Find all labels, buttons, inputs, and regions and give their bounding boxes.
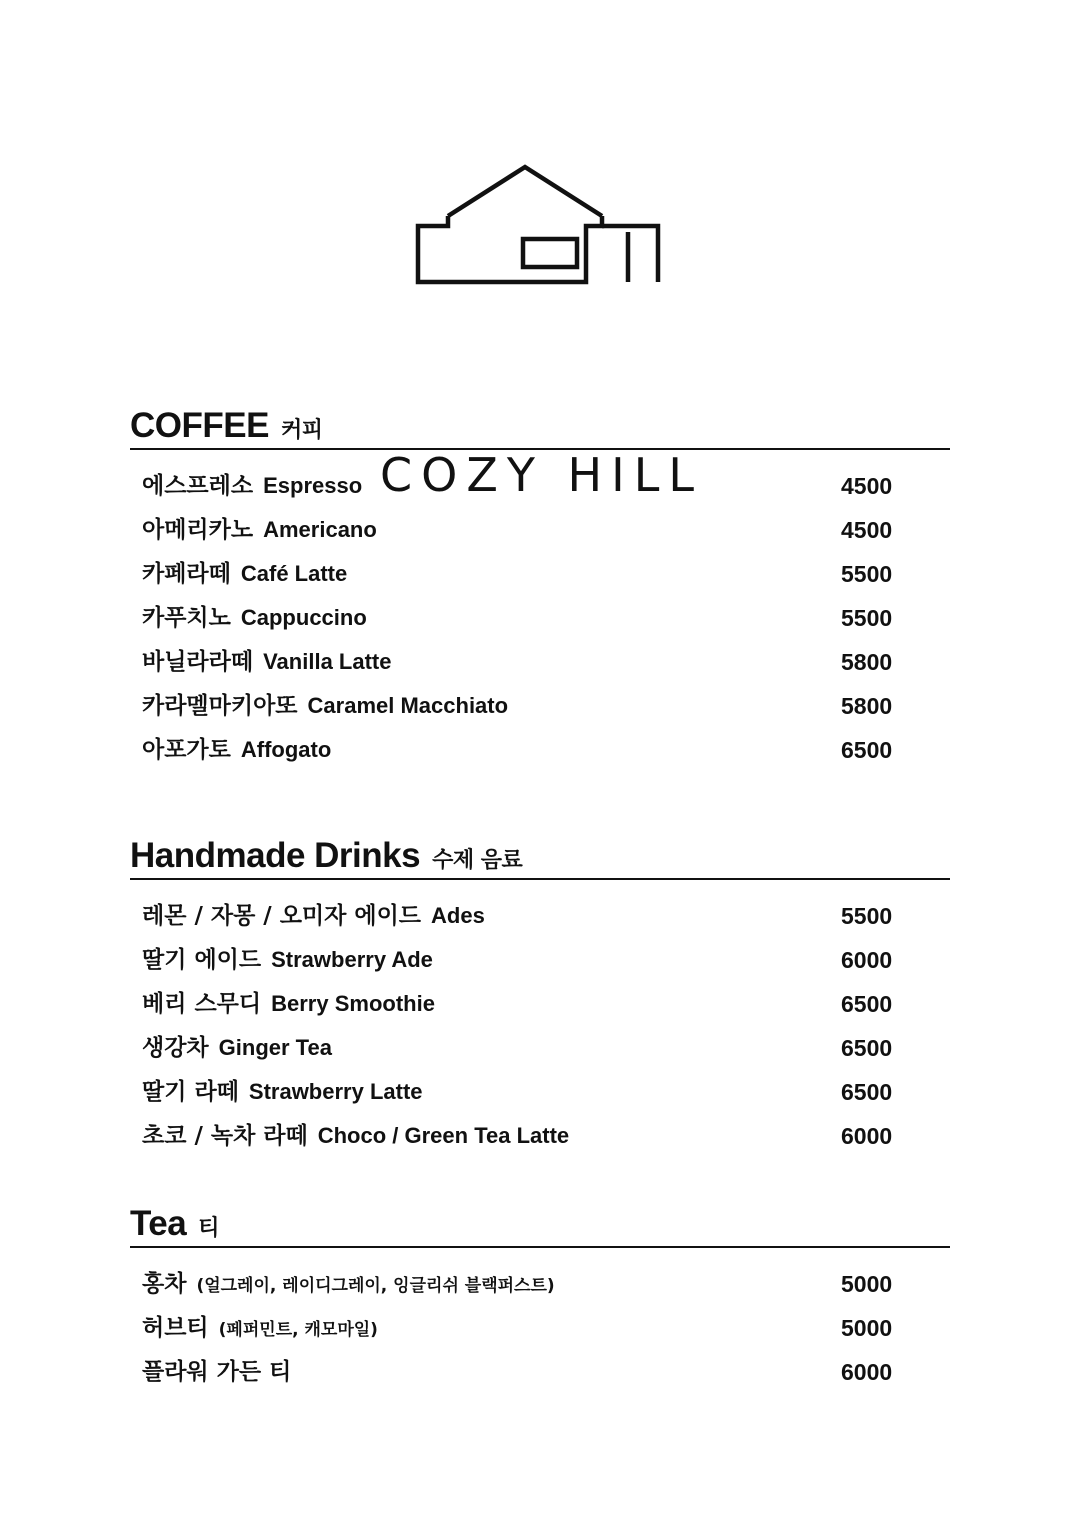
menu-item — [130, 684, 950, 728]
section-title-en: Tea — [130, 1204, 187, 1243]
menu-item — [130, 1070, 950, 1114]
section-header — [130, 834, 950, 880]
item-name-en: Vanilla Latte — [263, 649, 392, 674]
menu-list — [130, 894, 950, 1158]
item-price: 6000 — [841, 1123, 893, 1149]
menu-item — [130, 728, 950, 772]
item-price: 4500 — [841, 517, 893, 543]
section-handmade-drinks — [130, 834, 950, 1158]
item-price: 5000 — [841, 1315, 893, 1341]
item-name-ko: 생강차 — [142, 1035, 209, 1061]
item-price: 6500 — [841, 1079, 893, 1105]
menu-list — [130, 1262, 950, 1394]
item-name-ko: 딸기 라떼 — [142, 1079, 239, 1105]
section-tea — [130, 1202, 950, 1394]
menu-item — [130, 552, 950, 596]
item-name-ko: 레몬 / 자몽 / 오미자 에이드 — [142, 903, 422, 929]
item-name-ko: 허브티 — [142, 1315, 209, 1341]
menu-item — [130, 894, 950, 938]
item-name-ko: 아메리카노 — [142, 517, 254, 543]
item-price: 4500 — [841, 473, 893, 499]
item-name-ko: 베리 스무디 — [142, 991, 262, 1017]
item-name-ko: 아포가토 — [142, 737, 231, 763]
brand-logo — [380, 160, 703, 502]
item-name-en: Espresso — [263, 473, 363, 498]
item-price: 5000 — [841, 1271, 893, 1297]
section-title-ko: 수제 음료 — [432, 848, 523, 873]
item-price: 6500 — [841, 737, 893, 763]
item-name-en: Strawberry Latte — [248, 1079, 423, 1104]
item-name-ko: 에스프레소 — [142, 473, 254, 499]
item-name-ko: 홍차 — [142, 1271, 187, 1297]
section-title — [130, 406, 322, 446]
menu-item — [130, 508, 950, 552]
item-name-en: Berry Smoothie — [271, 991, 435, 1016]
item-price: 6500 — [841, 991, 893, 1017]
menu-item — [130, 596, 950, 640]
item-name-ko: 초코 / 녹차 라떼 — [142, 1123, 308, 1149]
menu-item — [130, 1114, 950, 1158]
item-name-ko: 딸기 에이드 — [142, 947, 262, 973]
menu-item — [130, 1262, 950, 1306]
item-name-en: Ades — [431, 903, 485, 928]
section-title-en: COFFEE — [130, 406, 269, 445]
menu-item — [130, 640, 950, 684]
menu-item — [130, 464, 950, 508]
section-title — [130, 1204, 219, 1244]
item-price: 6500 — [841, 1035, 893, 1061]
section-header — [130, 404, 950, 450]
item-name-en: Affogato — [240, 737, 332, 762]
brand-name: COZY HILL — [380, 448, 703, 502]
item-name-en: Americano — [263, 517, 377, 542]
item-price: 6000 — [841, 1359, 893, 1385]
house-icon — [380, 160, 700, 300]
item-name-en: Cappuccino — [240, 605, 367, 630]
item-detail: (페퍼민트, 캐모마일) — [218, 1320, 378, 1340]
item-price: 5500 — [841, 561, 893, 587]
item-price: 5800 — [841, 693, 893, 719]
item-name-en: Ginger Tea — [218, 1035, 332, 1060]
section-coffee — [130, 404, 950, 772]
section-title-en: Handmade Drinks — [130, 836, 421, 875]
section-header — [130, 1202, 950, 1248]
item-name-en: Strawberry Ade — [271, 947, 433, 972]
section-title — [130, 836, 522, 876]
item-name-en: Choco / Green Tea Latte — [317, 1123, 570, 1148]
item-name-en: Café Latte — [240, 561, 348, 586]
item-price: 5500 — [841, 605, 893, 631]
menu-item — [130, 1026, 950, 1070]
item-name-ko: 바닐라라떼 — [142, 649, 254, 675]
item-name-ko: 플라워 가든 티 — [142, 1359, 292, 1385]
item-detail: (얼그레이, 레이디그레이, 잉글리쉬 블랙퍼스트) — [196, 1276, 555, 1296]
menu-item — [130, 1350, 950, 1394]
item-price: 5500 — [841, 903, 893, 929]
item-name-ko: 카페라떼 — [142, 561, 231, 587]
section-title-ko: 커피 — [280, 418, 323, 443]
item-name-ko: 카라멜마키아또 — [142, 693, 298, 719]
menu-item — [130, 938, 950, 982]
item-price: 6000 — [841, 947, 893, 973]
item-price: 5800 — [841, 649, 893, 675]
menu-item — [130, 1306, 950, 1350]
menu-item — [130, 982, 950, 1026]
section-title-ko: 티 — [198, 1216, 219, 1241]
item-name-ko: 카푸치노 — [142, 605, 231, 631]
menu-list — [130, 464, 950, 772]
item-name-en: Caramel Macchiato — [307, 693, 509, 718]
